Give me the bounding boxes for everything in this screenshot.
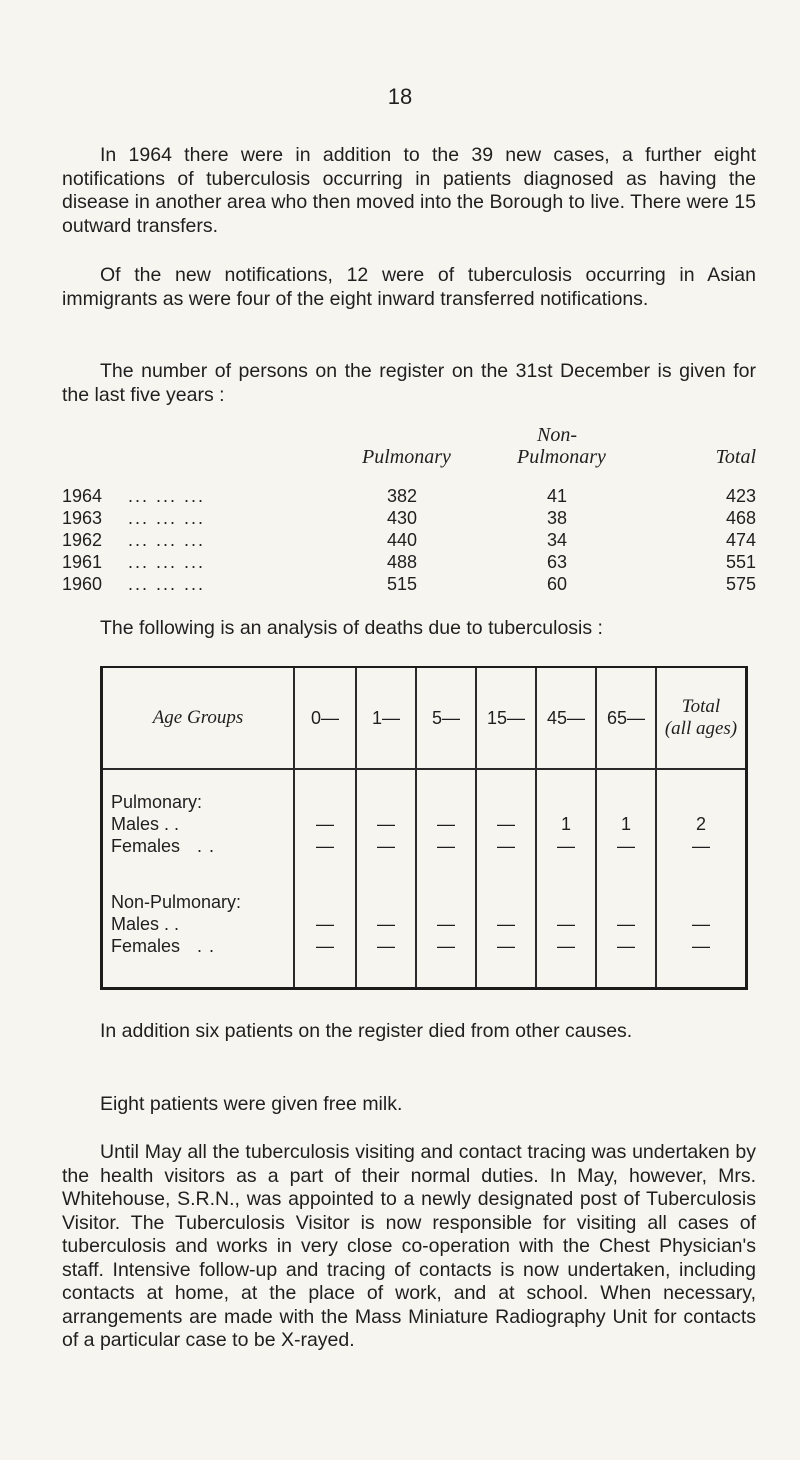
year: 1964 <box>62 486 103 506</box>
pulmonary-count: 430 <box>386 508 418 528</box>
pulmonary-count: 488 <box>386 552 418 572</box>
cell-np-female-5: — <box>437 936 455 956</box>
cell-np-female-45: — <box>557 936 575 956</box>
cell-np-male-45: — <box>557 914 575 934</box>
cell-pul-female-65: — <box>617 836 635 856</box>
paragraph-tb-visitor: Until May all the tuberculosis visiting and contact tracing was undertaken by the health visitors as a part of their normal duties. In May, however, Mrs. Whitehouse, S.R.N., was appointed to a newly designated post of Tuberculosis Visitor. The Tuberculosis Visitor is now responsible for visiting all cases of tuberculosis and works in very close co-operation with the Chest Physician's staff. Intensive follow-up and tracing of contacts is now undertaken, including contacts at home, at the place of work, and at school. When necessary, arrangements are made with the Mass Miniature Radiography Unit for contacts of a particular case to be X-rayed. <box>62 1141 756 1351</box>
non-pulmonary-count: 38 <box>546 508 568 528</box>
leader-dots: ... ... ... <box>128 530 206 550</box>
cell-pul-male-1: — <box>377 814 395 834</box>
header-total-line1: Total <box>681 696 721 717</box>
cell-np-male-65: — <box>617 914 635 934</box>
cell-np-male-1: — <box>377 914 395 934</box>
section-pulmonary: Pulmonary: <box>111 792 203 812</box>
deaths-table <box>100 666 748 990</box>
leader-dots: . . <box>197 836 216 856</box>
header-divider <box>103 768 745 770</box>
year: 1962 <box>62 530 103 550</box>
header-age-0: 0— <box>310 708 339 728</box>
label-pulmonary-males: Males . . <box>111 814 180 834</box>
header-total-line2: (all ages) <box>664 718 738 739</box>
total-count: 423 <box>725 486 756 506</box>
page-number: 18 <box>387 84 413 109</box>
paragraph-deaths-intro: The following is an analysis of deaths due to tuberculosis : <box>100 617 603 639</box>
total-count: 468 <box>725 508 756 528</box>
year: 1960 <box>62 574 103 594</box>
cell-pul-male-total: 2 <box>695 814 706 834</box>
pulmonary-count: 515 <box>386 574 418 594</box>
header-age-45: 45— <box>546 708 586 728</box>
cell-np-male-15: — <box>497 914 515 934</box>
pulmonary-count: 440 <box>386 530 418 550</box>
cell-pul-male-65: 1 <box>620 814 631 834</box>
cell-np-female-0: — <box>316 936 334 956</box>
non-pulmonary-count: 41 <box>546 486 568 506</box>
cell-pul-male-15: — <box>497 814 515 834</box>
cell-np-female-total: — <box>692 936 710 956</box>
paragraph-other-causes: In addition six patients on the register died from other causes. <box>100 1020 633 1042</box>
register-header <box>62 424 756 468</box>
cell-np-female-1: — <box>377 936 395 956</box>
paragraph-free-milk: Eight patients were given free milk. <box>100 1093 403 1115</box>
paragraph-register-intro: The number of persons on the register on the 31st December is given for the last five years : <box>62 360 756 406</box>
cell-pul-male-45: 1 <box>560 814 571 834</box>
leader-dots: ... ... ... <box>128 486 206 506</box>
header-non-line1: Non- <box>537 424 577 446</box>
header-total <box>657 668 745 768</box>
paragraph-asian-immigrants: Of the new notifications, 12 were of tuberculosis occurring in Asian immigrants as were four of the eight inward transferred notifications. <box>62 264 756 310</box>
cell-np-female-65: — <box>617 936 635 956</box>
leader-dots: ... ... ... <box>128 552 206 572</box>
cell-pul-female-total: — <box>692 836 710 856</box>
register-row <box>62 574 756 596</box>
header-total: Total <box>715 446 756 468</box>
register-row <box>62 508 756 530</box>
non-pulmonary-count: 34 <box>546 530 568 550</box>
register-row <box>62 486 756 508</box>
total-count: 474 <box>725 530 756 550</box>
header-age-groups: Age Groups <box>152 707 244 728</box>
register-table <box>62 424 756 596</box>
section-non-pulmonary: Non-Pulmonary: <box>111 892 242 912</box>
cell-pul-female-1: — <box>377 836 395 856</box>
label-pulmonary-females <box>111 836 215 857</box>
females-label: Females <box>111 836 181 856</box>
paragraph-inward-transfers: In 1964 there were in addition to the 39 new cases, a further eight notifications of tuberculosis occurring in patients diagnosed as having the disease in another area who then moved into the Borough to live. There were 15 outward transfers. <box>62 144 756 237</box>
header-age-5: 5— <box>431 708 460 728</box>
cell-np-male-total: — <box>692 914 710 934</box>
cell-pul-female-0: — <box>316 836 334 856</box>
cell-pul-female-15: — <box>497 836 515 856</box>
header-age-15: 15— <box>486 708 526 728</box>
label-non-pulmonary-females <box>111 936 215 957</box>
non-pulmonary-count: 63 <box>546 552 568 572</box>
pulmonary-count: 382 <box>386 486 418 506</box>
cell-pul-female-45: — <box>557 836 575 856</box>
cell-pul-female-5: — <box>437 836 455 856</box>
cell-np-male-5: — <box>437 914 455 934</box>
cell-np-male-0: — <box>316 914 334 934</box>
year: 1963 <box>62 508 103 528</box>
register-row <box>62 530 756 552</box>
header-non-line2: Pulmonary <box>517 446 606 468</box>
label-non-pulmonary-males: Males . . <box>111 914 180 934</box>
leader-dots: . . <box>197 936 216 956</box>
females-label: Females <box>111 936 181 956</box>
leader-dots: ... ... ... <box>128 574 206 594</box>
year: 1961 <box>62 552 103 572</box>
total-count: 575 <box>725 574 756 594</box>
header-age-1: 1— <box>371 708 400 728</box>
cell-np-female-15: — <box>497 936 515 956</box>
leader-dots: ... ... ... <box>128 508 206 528</box>
non-pulmonary-count: 60 <box>546 574 568 594</box>
cell-pul-male-0: — <box>316 814 334 834</box>
header-pulmonary: Pulmonary <box>362 446 451 468</box>
register-row <box>62 552 756 574</box>
total-count: 551 <box>725 552 756 572</box>
header-age-65: 65— <box>606 708 646 728</box>
cell-pul-male-5: — <box>437 814 455 834</box>
